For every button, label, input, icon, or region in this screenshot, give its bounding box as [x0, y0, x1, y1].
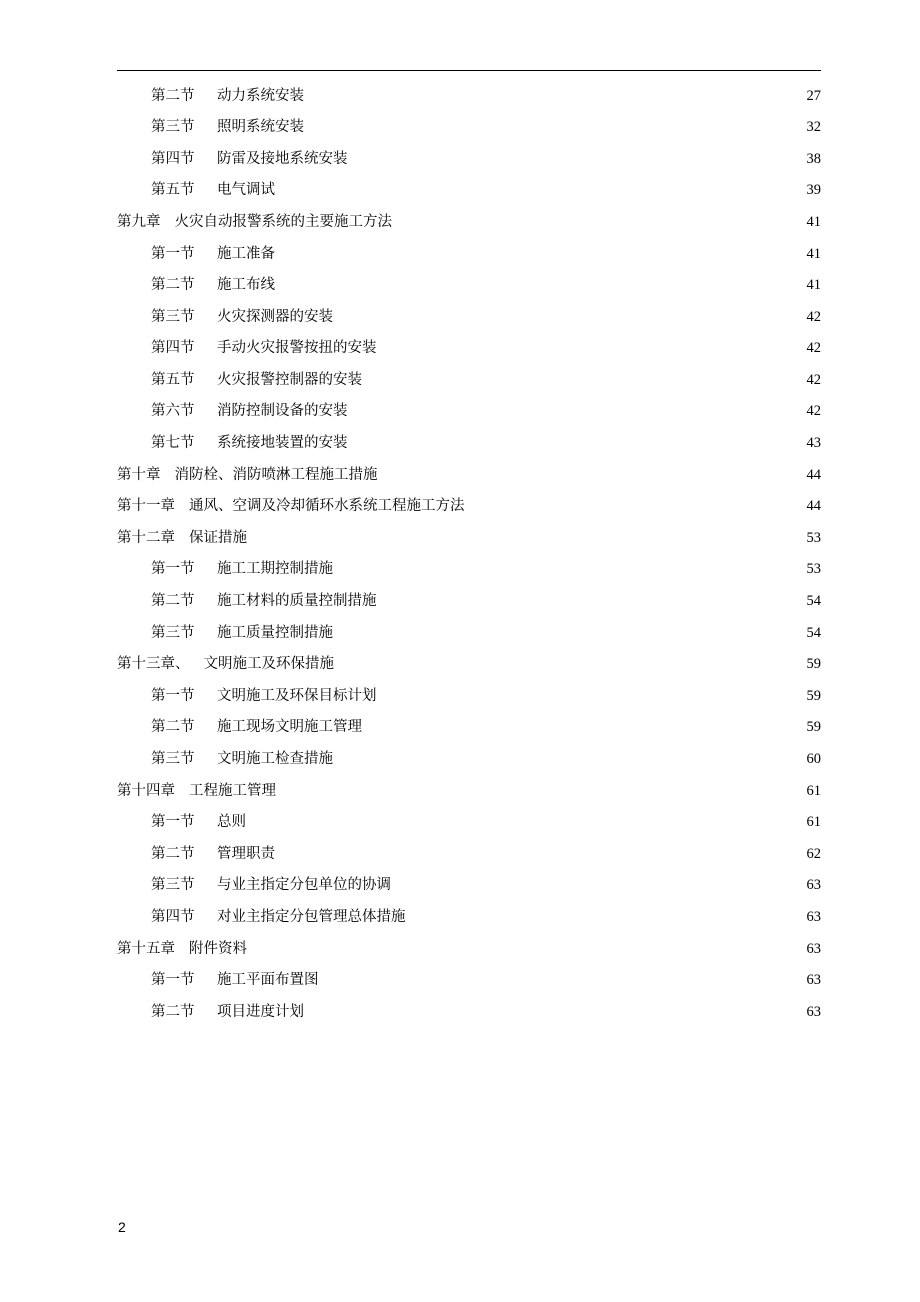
toc-entry-title: 对业主指定分包管理总体措施: [217, 908, 406, 925]
toc-entry-page: 54: [806, 593, 821, 610]
toc-entry-page: 59: [806, 687, 821, 704]
toc-entry-number: 第一节: [151, 814, 195, 831]
toc-section-entry[interactable]: [117, 586, 821, 618]
toc-entry-page: 32: [806, 119, 821, 136]
toc-section-entry[interactable]: [117, 112, 821, 144]
dot-leader: [306, 89, 805, 103]
toc-entry-number: 第十二章: [117, 529, 175, 546]
toc-entry-number: 第一节: [151, 687, 195, 704]
toc-entry-title: 总则: [217, 814, 246, 831]
toc-entry-title: 文明施工及环保措施: [203, 656, 334, 673]
toc-entry-title: 火灾自动报警系统的主要施工方法: [174, 213, 392, 230]
dot-leader: [364, 373, 805, 387]
dot-leader: [321, 973, 805, 987]
toc-section-entry[interactable]: [117, 617, 821, 649]
toc-section-entry[interactable]: [117, 743, 821, 775]
toc-entry-title: 动力系统安装: [217, 87, 304, 104]
toc-entry-title: 防雷及接地系统安装: [217, 150, 348, 167]
toc-section-entry[interactable]: [117, 175, 821, 207]
toc-entry-number: 第十五章: [117, 940, 175, 957]
toc-entry-title: 附件资料: [189, 940, 247, 957]
toc-entry-number: 第四节: [151, 150, 195, 167]
dot-leader: [248, 815, 805, 829]
toc-entry-number: 第十章: [117, 466, 161, 483]
toc-entry-title: 施工工期控制措施: [217, 561, 333, 578]
toc-entry-number: 第二节: [151, 87, 195, 104]
dot-leader: [350, 152, 805, 166]
toc-entry-page: 59: [806, 656, 821, 673]
toc-chapter-entry[interactable]: [117, 933, 821, 965]
dot-leader: [277, 278, 805, 292]
toc-entry-number: 第一节: [151, 972, 195, 989]
toc-entry-title: 保证措施: [189, 529, 247, 546]
dot-leader: [380, 468, 805, 482]
toc-entry-number: 第七节: [151, 435, 195, 452]
dot-leader: [277, 184, 805, 198]
dot-leader: [306, 120, 805, 134]
toc-entry-page: 62: [806, 845, 821, 862]
toc-entry-number: 第三节: [151, 308, 195, 325]
toc-entry-number: 第二节: [151, 593, 195, 610]
toc-section-entry[interactable]: [117, 680, 821, 712]
toc-chapter-entry[interactable]: [117, 206, 821, 238]
toc-section-entry[interactable]: [117, 80, 821, 112]
toc-entry-title: 系统接地装置的安装: [217, 435, 348, 452]
toc-entry-page: 42: [806, 308, 821, 325]
dot-leader: [379, 594, 805, 608]
toc-chapter-entry[interactable]: [117, 522, 821, 554]
toc-entry-title: 施工材料的质量控制措施: [217, 593, 377, 610]
toc-entry-title: 手动火灾报警按扭的安装: [217, 340, 377, 357]
dot-leader: [364, 721, 805, 735]
toc-entry-number: 第三节: [151, 119, 195, 136]
toc-section-entry[interactable]: [117, 965, 821, 997]
toc-entry-page: 63: [806, 877, 821, 894]
toc-entry-page: 38: [806, 150, 821, 167]
header-rule: [117, 70, 821, 71]
toc-entry-number: 第十一章: [117, 498, 175, 515]
toc-entry-number: 第二节: [151, 277, 195, 294]
toc-entry-page: 53: [806, 529, 821, 546]
toc-entry-title: 照明系统安装: [217, 119, 304, 136]
toc-entry-page: 63: [806, 1003, 821, 1020]
toc-entry-page: 44: [806, 498, 821, 515]
toc-section-entry[interactable]: [117, 301, 821, 333]
toc-entry-number: 第三节: [151, 751, 195, 768]
toc-entry-number: 第四节: [151, 340, 195, 357]
toc-entry-page: 59: [806, 719, 821, 736]
toc-entry-title: 管理职责: [217, 845, 275, 862]
dot-leader: [249, 942, 805, 956]
dot-leader: [335, 563, 805, 577]
toc-entry-number: 第二节: [151, 1003, 195, 1020]
toc-entry-page: 39: [806, 182, 821, 199]
toc-entry-page: 63: [806, 940, 821, 957]
toc-entry-number: 第五节: [151, 182, 195, 199]
toc-chapter-entry[interactable]: [117, 775, 821, 807]
toc-chapter-entry[interactable]: [117, 649, 821, 681]
toc-entry-title: 文明施工检查措施: [217, 751, 333, 768]
dot-leader: [306, 1005, 805, 1019]
toc-entry-page: 41: [806, 213, 821, 230]
toc-entry-number: 第一节: [151, 245, 195, 262]
dot-leader: [335, 752, 805, 766]
toc-section-entry[interactable]: [117, 333, 821, 365]
dot-leader: [249, 531, 805, 545]
toc-section-entry[interactable]: [117, 901, 821, 933]
page-number: 2: [118, 1219, 126, 1235]
toc-entry-number: 第二节: [151, 845, 195, 862]
dot-leader: [467, 500, 805, 514]
toc-entry-title: 消防控制设备的安装: [217, 403, 348, 420]
toc-entry-number: 第三节: [151, 624, 195, 641]
toc-section-entry[interactable]: [117, 143, 821, 175]
toc-section-entry[interactable]: [117, 870, 821, 902]
toc-entry-title: 文明施工及环保目标计划: [217, 687, 377, 704]
toc-entry-page: 43: [806, 435, 821, 452]
dot-leader: [335, 310, 805, 324]
toc-section-entry[interactable]: [117, 712, 821, 744]
dot-leader: [335, 626, 805, 640]
dot-leader: [336, 657, 805, 671]
toc-entry-page: 42: [806, 403, 821, 420]
toc-entry-page: 41: [806, 277, 821, 294]
toc-entry-number: 第二节: [151, 719, 195, 736]
toc-entry-page: 60: [806, 751, 821, 768]
toc-entry-number: 第四节: [151, 908, 195, 925]
toc-section-entry[interactable]: [117, 270, 821, 302]
toc-section-entry[interactable]: [117, 396, 821, 428]
toc-entry-page: 53: [806, 561, 821, 578]
toc-chapter-entry[interactable]: [117, 459, 821, 491]
toc-entry-title: 项目进度计划: [217, 1003, 304, 1020]
toc-entry-page: 44: [806, 466, 821, 483]
dot-leader: [277, 247, 805, 261]
toc-entry-number: 第六节: [151, 403, 195, 420]
dot-leader: [379, 689, 805, 703]
table-of-contents: [117, 80, 821, 1028]
toc-chapter-entry[interactable]: [117, 491, 821, 523]
toc-entry-number: 第三节: [151, 877, 195, 894]
toc-entry-page: 27: [806, 87, 821, 104]
toc-entry-title: 施工平面布置图: [217, 972, 319, 989]
toc-section-entry[interactable]: [117, 996, 821, 1028]
dot-leader: [350, 405, 805, 419]
toc-section-entry[interactable]: [117, 428, 821, 460]
dot-leader: [278, 784, 805, 798]
toc-section-entry[interactable]: [117, 364, 821, 396]
toc-entry-title: 消防栓、消防喷淋工程施工措施: [174, 466, 378, 483]
toc-entry-page: 61: [806, 814, 821, 831]
toc-entry-title: 施工质量控制措施: [217, 624, 333, 641]
toc-entry-number: 第十四章: [117, 782, 175, 799]
dot-leader: [394, 215, 805, 229]
toc-section-entry[interactable]: [117, 838, 821, 870]
toc-entry-page: 54: [806, 624, 821, 641]
dot-leader: [393, 879, 805, 893]
toc-entry-title: 工程施工管理: [189, 782, 276, 799]
toc-entry-title: 施工现场文明施工管理: [217, 719, 362, 736]
toc-section-entry[interactable]: [117, 554, 821, 586]
toc-section-entry[interactable]: [117, 807, 821, 839]
toc-entry-title: 施工布线: [217, 277, 275, 294]
toc-entry-title: 电气调试: [217, 182, 275, 199]
dot-leader: [379, 342, 805, 356]
toc-entry-number: 第五节: [151, 371, 195, 388]
toc-entry-title: 通风、空调及冷却循环水系统工程施工方法: [189, 498, 465, 515]
toc-entry-title: 火灾探测器的安装: [217, 308, 333, 325]
toc-entry-number: 第十三章、: [117, 656, 190, 673]
toc-entry-title: 施工准备: [217, 245, 275, 262]
dot-leader: [277, 847, 805, 861]
toc-entry-page: 42: [806, 340, 821, 357]
toc-entry-number: 第九章: [117, 213, 161, 230]
toc-entry-page: 61: [806, 782, 821, 799]
toc-entry-title: 与业主指定分包单位的协调: [217, 877, 391, 894]
toc-entry-page: 41: [806, 245, 821, 262]
dot-leader: [350, 436, 805, 450]
toc-entry-page: 63: [806, 908, 821, 925]
toc-entry-page: 63: [806, 972, 821, 989]
toc-entry-title: 火灾报警控制器的安装: [217, 371, 362, 388]
dot-leader: [408, 910, 805, 924]
toc-entry-number: 第一节: [151, 561, 195, 578]
toc-entry-page: 42: [806, 371, 821, 388]
toc-section-entry[interactable]: [117, 238, 821, 270]
